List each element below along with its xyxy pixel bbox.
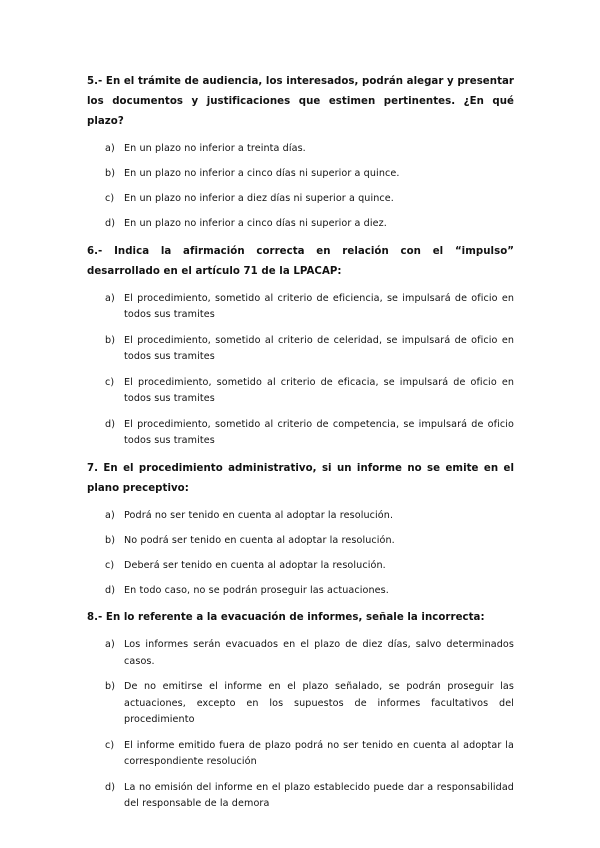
question-5	[87, 72, 514, 233]
option-text: En un plazo no inferior a treinta días.	[124, 143, 306, 154]
option-text: En un plazo no inferior a cinco días ni superior a quince.	[124, 168, 400, 179]
option-text: El procedimiento, sometido al criterio de eficacia, se impulsará de oficio en todos sus tramites	[124, 376, 514, 404]
option-text: Deberá ser tenido en cuenta al adoptar la resolución.	[124, 559, 386, 571]
option-text: En un plazo no inferior a cinco días ni superior a diez.	[124, 218, 387, 229]
option-text: Los informes serán evacuados en el plazo de diez días, salvo determinados casos.	[124, 639, 514, 667]
option	[87, 679, 514, 729]
option-letter: a)	[105, 639, 115, 650]
question-title: 6.- Indica la afirmación correcta en relación con el “impulso” desarrollado en el artículo 71 de la LPACAP:	[87, 245, 514, 277]
option-letter: d)	[105, 781, 116, 793]
question-title: 5.- En el trámite de audiencia, los interesados, podrán alegar y presentar los documentos y justificaciones que estimen pertinentes. ¿En qué plazo?	[87, 76, 514, 127]
option-letter: c)	[105, 559, 115, 571]
option-text: El procedimiento, sometido al criterio de celeridad, se impulsará de oficio en todos sus tramites	[124, 334, 514, 362]
options-list	[87, 508, 514, 600]
option-text: El procedimiento, sometido al criterio de eficiencia, se impulsará de oficio en todos sus tramites	[124, 292, 514, 320]
question-6	[87, 242, 514, 450]
option	[87, 583, 514, 600]
option	[87, 558, 514, 575]
option-letter: b)	[105, 681, 116, 692]
option-letter: d)	[105, 418, 116, 430]
option	[87, 191, 514, 208]
option-text: En un plazo no inferior a diez días ni superior a quince.	[124, 193, 394, 204]
option-letter: d)	[105, 584, 116, 596]
option-letter: c)	[105, 376, 115, 388]
options-list	[87, 291, 514, 450]
option-text: De no emitirse el informe en el plazo señalado, se podrán proseguir las actuaciones, excepto en los supuestos de informes facultativos del procedimiento	[124, 681, 514, 725]
option-letter: b)	[105, 168, 116, 179]
option-text: No podrá ser tenido en cuenta al adoptar la resolución.	[124, 534, 395, 546]
option	[87, 417, 514, 450]
option	[87, 508, 514, 525]
option	[87, 375, 514, 408]
option	[87, 533, 514, 550]
option-letter: a)	[105, 509, 115, 521]
option-letter: d)	[105, 218, 116, 229]
option	[87, 637, 514, 670]
option-text: El procedimiento, sometido al criterio de competencia, se impulsará de oficio todos sus tramites	[124, 418, 514, 446]
option-letter: a)	[105, 143, 115, 154]
option-text: En todo caso, no se podrán proseguir las actuaciones.	[124, 584, 389, 596]
option	[87, 141, 514, 158]
option	[87, 216, 514, 233]
option-text: El informe emitido fuera de plazo podrá no ser tenido en cuenta al adoptar la correspondiente resolución	[124, 739, 514, 767]
question-title: 7. En el procedimiento administrativo, si un informe no se emite en el plano preceptivo:	[87, 462, 514, 494]
options-list	[87, 141, 514, 233]
option-letter: c)	[105, 739, 115, 751]
option	[87, 291, 514, 324]
question-7	[87, 459, 514, 600]
option	[87, 780, 514, 813]
question-title: 8.- En lo referente a la evacuación de informes, señale la incorrecta:	[87, 612, 485, 623]
option	[87, 166, 514, 183]
option-letter: b)	[105, 334, 116, 346]
question-8	[87, 608, 514, 813]
option-letter: c)	[105, 193, 115, 204]
document-page	[87, 72, 514, 813]
option	[87, 333, 514, 366]
option	[87, 738, 514, 771]
options-list	[87, 637, 514, 813]
option-text: La no emisión del informe en el plazo establecido puede dar a responsabilidad del responsable de la demora	[124, 781, 514, 809]
option-letter: a)	[105, 292, 115, 304]
option-letter: b)	[105, 534, 116, 546]
option-text: Podrá no ser tenido en cuenta al adoptar la resolución.	[124, 509, 394, 521]
